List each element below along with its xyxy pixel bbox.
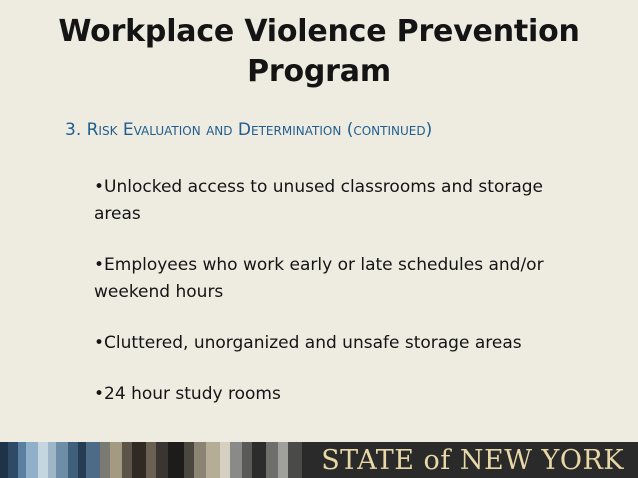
bullet-marker: • [94, 255, 105, 275]
bullet-item [94, 174, 594, 228]
bullet-text: 24 hour study rooms [104, 384, 281, 404]
bullet-marker: • [94, 333, 105, 353]
bullet-item [94, 252, 594, 306]
footer-banner [0, 442, 638, 478]
bullet-text: Unlocked access to unused classrooms and storage areas [94, 177, 544, 224]
bullet-item [94, 381, 594, 408]
slide-title: Workplace Violence Prevention Program [58, 14, 580, 89]
bullet-list [94, 174, 594, 432]
bullet-marker: • [94, 384, 105, 404]
state-of-new-york-wordmark: STATE of NEW YORK [321, 445, 624, 476]
bullet-text: Employees who work early or late schedules and/or weekend hours [94, 255, 544, 302]
slide-subtitle: 3. Risk Evaluation and Determination (continued) [65, 120, 433, 140]
bullet-text: Cluttered, unorganized and unsafe storage areas [104, 333, 522, 353]
bullet-item [94, 330, 594, 357]
bullet-marker: • [94, 177, 105, 197]
